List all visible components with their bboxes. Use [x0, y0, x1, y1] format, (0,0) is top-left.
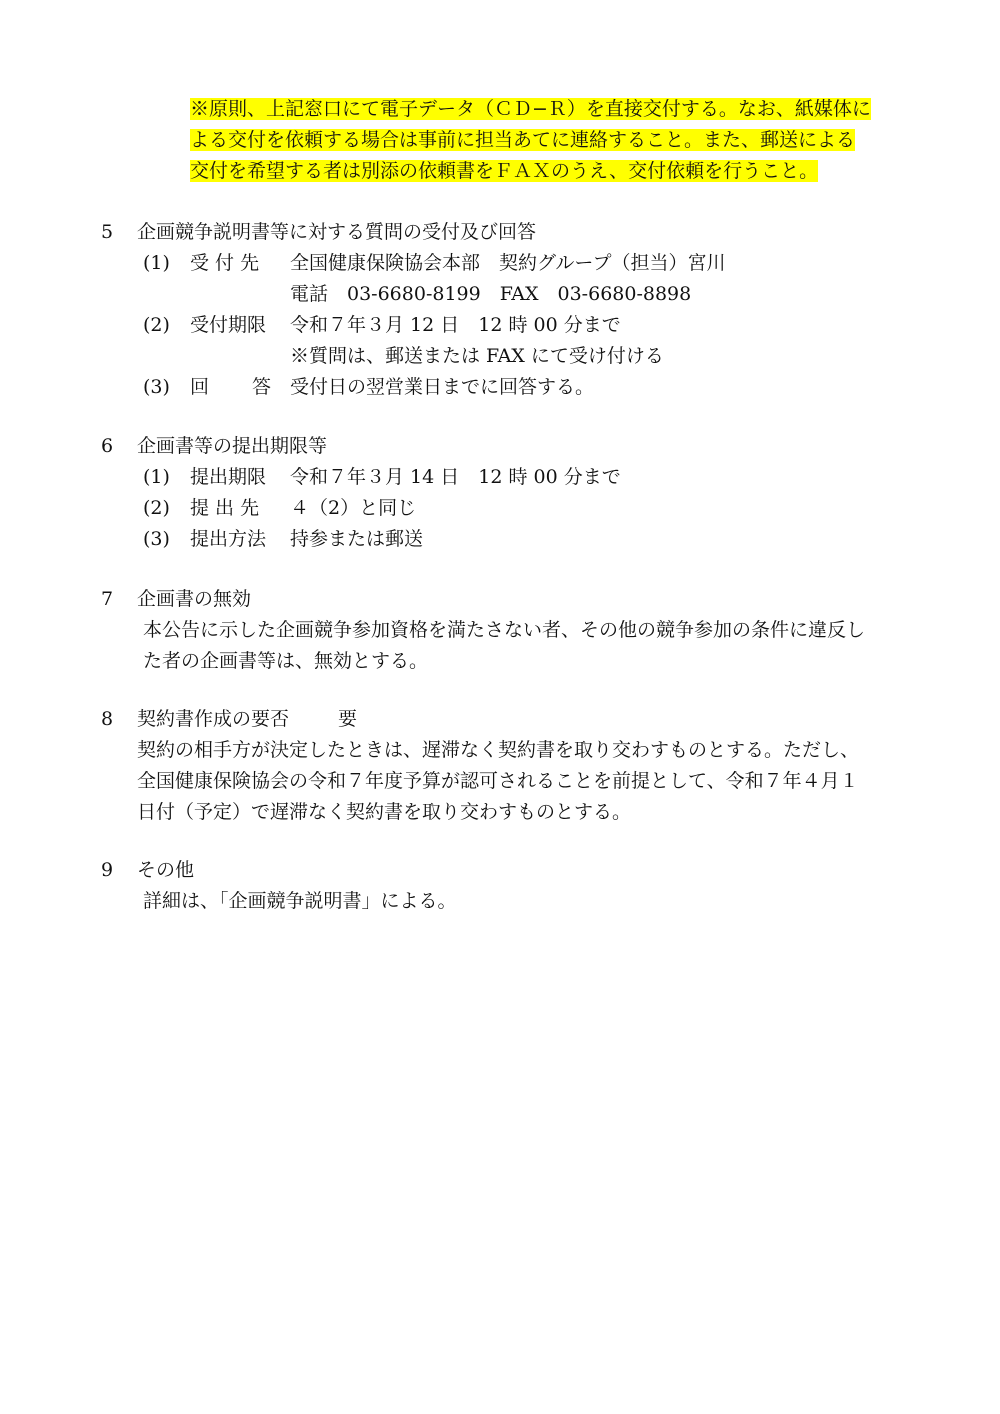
section-7-title: 企画書の無効: [137, 588, 252, 610]
s6-item-1-value: 令和７年３月 14 日 12 時 00 分まで: [290, 466, 621, 488]
s6-item-3-number: (3): [143, 528, 170, 550]
s5-item-3-number: (3): [143, 376, 170, 398]
s8-paragraph-line-3: 日付（予定）で遅滞なく契約書を取り交わすものとする。: [137, 801, 632, 823]
s5-item-2-note: ※質問は、郵送または FAX にて受け付ける: [290, 345, 664, 367]
section-6-number: 6: [101, 435, 114, 457]
s5-item-1-number: (1): [143, 252, 170, 274]
s5-item-3-label-b: 答: [252, 376, 272, 398]
section-9-title: その他: [137, 859, 195, 881]
notice-line-2: よる交付を依頼する場合は事前に担当あてに連絡すること。また、郵送による: [190, 129, 856, 151]
section-6-title: 企画書等の提出期限等: [137, 435, 328, 457]
s7-paragraph-line-1: 本公告に示した企画競争参加資格を満たさない者、その他の競争参加の条件に違反し: [143, 619, 866, 641]
s6-item-3-value: 持参または郵送: [290, 528, 424, 550]
section-8-title-value: 要: [338, 708, 358, 730]
notice-line-3: 交付を希望する者は別添の依頼書をＦＡＸのうえ、交付依頼を行うこと。: [190, 160, 819, 182]
s5-item-2-number: (2): [143, 314, 170, 336]
s7-paragraph-line-2: た者の企画書等は、無効とする。: [143, 650, 429, 672]
s5-item-1-label: 受 付 先: [190, 252, 260, 274]
section-9-number: 9: [101, 859, 114, 881]
s5-item-2-label: 受付期限: [190, 314, 267, 336]
s6-item-3-label: 提出方法: [190, 528, 267, 550]
section-7-number: 7: [101, 588, 114, 610]
s9-paragraph-line-1: 詳細は、「企画競争説明書」による。: [143, 890, 457, 912]
s8-paragraph-line-2: 全国健康保険協会の令和７年度予算が認可されることを前提として、令和７年４月１: [137, 770, 859, 792]
s5-item-1-contact: 電話 03-6680-8199 FAX 03-6680-8898: [290, 283, 692, 305]
s6-item-2-value: ４（2）と同じ: [290, 497, 417, 519]
s6-item-1-label: 提出期限: [190, 466, 267, 488]
notice-line-1: ※原則、上記窓口にて電子データ（ＣＤ−Ｒ）を直接交付する。なお、紙媒体に: [190, 98, 871, 120]
section-8-number: 8: [101, 708, 114, 730]
s6-item-2-label: 提 出 先: [190, 497, 260, 519]
s5-item-3-label-a: 回: [190, 376, 210, 398]
s5-item-2-value: 令和７年３月 12 日 12 時 00 分まで: [290, 314, 621, 336]
s5-item-1-value: 全国健康保険協会本部 契約グループ（担当）宮川: [290, 252, 726, 274]
section-5-number: 5: [101, 221, 114, 243]
s8-paragraph-line-1: 契約の相手方が決定したときは、遅滞なく契約書を取り交わすものとする。ただし、: [137, 739, 860, 761]
section-8-title: 契約書作成の要否: [137, 708, 290, 730]
s6-item-2-number: (2): [143, 497, 170, 519]
s5-item-3-value: 受付日の翌営業日までに回答する。: [290, 376, 595, 398]
s6-item-1-number: (1): [143, 466, 170, 488]
section-5-title: 企画競争説明書等に対する質問の受付及び回答: [137, 221, 537, 243]
